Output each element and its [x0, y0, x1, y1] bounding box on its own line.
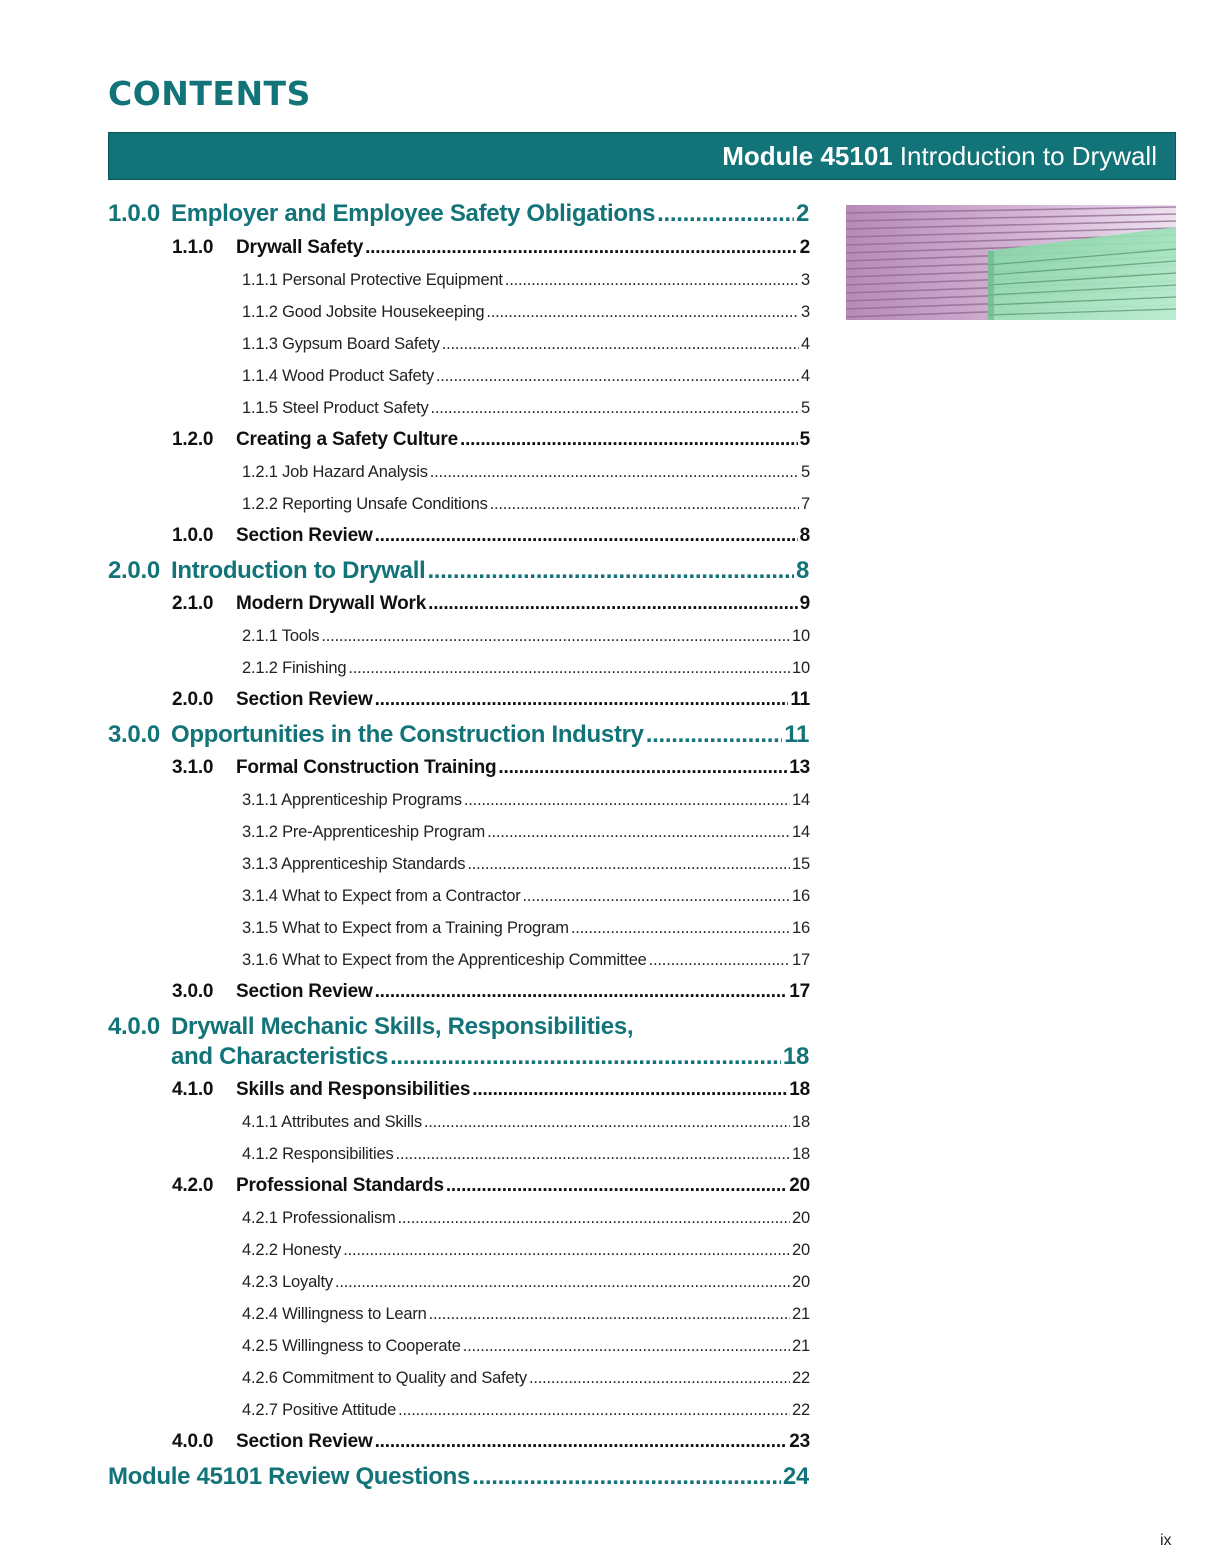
- toc-topic-4-2-3[interactable]: [242, 1273, 810, 1292]
- page-number: 17: [792, 951, 810, 969]
- toc-section-4-line-1[interactable]: [108, 1013, 809, 1041]
- toc-topic-4-2-1[interactable]: [242, 1209, 810, 1228]
- toc-section-review-3[interactable]: [172, 981, 810, 1003]
- stacked-gypsum-boards-photo: [846, 205, 1176, 320]
- subsection-title: Professional Standards: [236, 1175, 444, 1196]
- page-number: 3: [801, 271, 810, 289]
- dot-leader: [427, 557, 794, 585]
- topic-title: 4.2.6 Commitment to Quality and Safety: [242, 1369, 527, 1387]
- subsection-title: Section Review: [236, 1431, 373, 1452]
- toc-review-questions[interactable]: [108, 1463, 809, 1491]
- page-folio: ix: [1160, 1532, 1172, 1549]
- toc-topic-1-1-2[interactable]: [242, 303, 810, 322]
- subsection-number: 3.1.0: [172, 757, 214, 778]
- toc-topic-1-1-5[interactable]: [242, 399, 810, 418]
- dot-leader: [446, 1175, 787, 1197]
- page-number: 21: [792, 1305, 810, 1323]
- page-number: 5: [801, 463, 810, 481]
- section-title: Introduction to Drywall: [171, 557, 426, 584]
- module-title: Introduction to Drywall: [899, 140, 1157, 171]
- page-number: 3: [801, 303, 810, 321]
- toc-subsection-1-1[interactable]: [172, 237, 810, 259]
- subsection-title: Section Review: [236, 981, 373, 1002]
- module-number: Module 45101: [722, 140, 893, 171]
- topic-title: 1.1.4 Wood Product Safety: [242, 367, 434, 385]
- dot-leader: [646, 721, 782, 749]
- dot-leader: [498, 757, 787, 779]
- dot-leader: [463, 1337, 790, 1356]
- page-number: 10: [792, 659, 810, 677]
- section-number: 4.0.0: [108, 1013, 160, 1040]
- topic-title: 1.2.1 Job Hazard Analysis: [242, 463, 428, 481]
- subsection-title: Formal Construction Training: [236, 757, 497, 778]
- subsection-number: 2.0.0: [172, 689, 214, 710]
- topic-title: 4.1.1 Attributes and Skills: [242, 1113, 422, 1131]
- toc-topic-3-1-3[interactable]: [242, 855, 810, 874]
- subsection-number: 1.0.0: [172, 525, 214, 546]
- subsection-title: Section Review: [236, 525, 373, 546]
- section-title-line-1: Drywall Mechanic Skills, Responsibilities,: [171, 1013, 634, 1040]
- page-number: 17: [789, 981, 810, 1002]
- subsection-title: Skills and Responsibilities: [236, 1079, 471, 1100]
- toc-topic-1-1-3[interactable]: [242, 335, 810, 354]
- page-number: 5: [801, 399, 810, 417]
- page-title: CONTENTS: [108, 74, 311, 113]
- toc-section-1[interactable]: [108, 200, 809, 228]
- topic-title: 4.2.5 Willingness to Cooperate: [242, 1337, 461, 1355]
- page-number: 2: [799, 237, 810, 258]
- review-questions-title: Module 45101 Review Questions: [108, 1463, 471, 1490]
- toc-topic-3-1-1[interactable]: [242, 791, 810, 810]
- topic-title: 2.1.2 Finishing: [242, 659, 347, 677]
- dot-leader: [343, 1241, 790, 1260]
- page-number: 14: [792, 823, 810, 841]
- toc-subsection-3-1[interactable]: [172, 757, 810, 779]
- toc-subsection-1-2[interactable]: [172, 429, 810, 451]
- topic-title: 3.1.5 What to Expect from a Training Program: [242, 919, 569, 937]
- dot-leader: [460, 429, 798, 451]
- dot-leader: [398, 1209, 791, 1228]
- toc-section-2[interactable]: [108, 557, 809, 585]
- topic-title: 1.1.5 Steel Product Safety: [242, 399, 429, 417]
- toc-topic-4-2-2[interactable]: [242, 1241, 810, 1260]
- dot-leader: [429, 1305, 790, 1324]
- dot-leader: [375, 689, 789, 711]
- toc-section-3[interactable]: [108, 721, 809, 749]
- dot-leader: [487, 823, 790, 842]
- dot-leader: [398, 1401, 790, 1420]
- toc-topic-1-2-1[interactable]: [242, 463, 810, 482]
- page-number: 2: [795, 200, 809, 227]
- subsection-number: 4.2.0: [172, 1175, 214, 1196]
- subsection-number: 1.2.0: [172, 429, 214, 450]
- dot-leader: [424, 1113, 790, 1132]
- page-number: 9: [799, 593, 810, 614]
- toc-topic-2-1-2[interactable]: [242, 659, 810, 678]
- subsection-title: Modern Drywall Work: [236, 593, 427, 614]
- dot-leader: [430, 463, 799, 482]
- page-number: 22: [792, 1369, 810, 1387]
- dot-leader: [431, 399, 800, 418]
- page-number: 16: [792, 887, 810, 905]
- toc-topic-3-1-6[interactable]: [242, 951, 810, 970]
- page-number: 18: [789, 1079, 810, 1100]
- topic-title: 3.1.2 Pre-Apprenticeship Program: [242, 823, 486, 841]
- toc-section-review-2[interactable]: [172, 689, 810, 711]
- page-number: 20: [792, 1209, 810, 1227]
- page-number: 11: [790, 689, 810, 710]
- page-number: 20: [792, 1241, 810, 1259]
- section-number: 1.0.0: [108, 200, 160, 227]
- dot-leader: [375, 981, 788, 1003]
- page-number: 13: [789, 757, 810, 778]
- page-number: 10: [792, 627, 810, 645]
- dot-leader: [571, 919, 790, 938]
- toc-topic-4-1-1[interactable]: [242, 1113, 810, 1132]
- dot-leader: [442, 335, 799, 354]
- section-title: Opportunities in the Construction Industry: [171, 721, 644, 748]
- dot-leader: [467, 855, 790, 874]
- page-number: 20: [789, 1175, 810, 1196]
- page-number: 4: [801, 367, 810, 385]
- dot-leader: [375, 525, 798, 547]
- toc-topic-3-1-2[interactable]: [242, 823, 810, 842]
- topic-title: 2.1.1 Tools: [242, 627, 320, 645]
- topic-title: 3.1.1 Apprenticeship Programs: [242, 791, 462, 809]
- toc-topic-3-1-4[interactable]: [242, 887, 810, 906]
- page-number: 23: [789, 1431, 810, 1452]
- topic-title: 4.2.4 Willingness to Learn: [242, 1305, 427, 1323]
- dot-leader: [365, 237, 798, 259]
- toc-subsection-4-1[interactable]: [172, 1079, 810, 1101]
- section-number: 3.0.0: [108, 721, 160, 748]
- page-number: 21: [792, 1337, 810, 1355]
- topic-title: 4.2.1 Professionalism: [242, 1209, 396, 1227]
- dot-leader: [472, 1463, 781, 1491]
- page-number: 5: [799, 429, 810, 450]
- subsection-number: 4.0.0: [172, 1431, 214, 1452]
- toc-topic-1-1-1[interactable]: [242, 271, 810, 290]
- page-number: 18: [792, 1145, 810, 1163]
- page-number: 7: [801, 495, 810, 513]
- page-number: 11: [784, 721, 809, 748]
- page-number: 8: [795, 557, 809, 584]
- topic-title: 3.1.6 What to Expect from the Apprenticeship Committee: [242, 951, 647, 969]
- dot-leader: [657, 200, 794, 228]
- section-title-line-2: and Characteristics: [171, 1043, 389, 1070]
- toc-topic-4-1-2[interactable]: [242, 1145, 810, 1164]
- page-number: 8: [799, 525, 810, 546]
- dot-leader: [335, 1273, 790, 1292]
- dot-leader: [505, 271, 799, 290]
- section-number: 2.0.0: [108, 557, 160, 584]
- page-number: 22: [792, 1401, 810, 1419]
- toc-topic-4-2-6[interactable]: [242, 1369, 810, 1388]
- dot-leader: [390, 1043, 781, 1071]
- dot-leader: [472, 1079, 787, 1101]
- toc-section-review-4[interactable]: [172, 1431, 810, 1453]
- topic-title: 1.1.1 Personal Protective Equipment: [242, 271, 503, 289]
- module-banner: [108, 132, 1176, 180]
- dot-leader: [428, 593, 798, 615]
- dot-leader: [436, 367, 799, 386]
- dot-leader: [464, 791, 790, 810]
- section-title: Employer and Employee Safety Obligations: [171, 200, 656, 227]
- dot-leader: [529, 1369, 790, 1388]
- topic-title: 1.1.3 Gypsum Board Safety: [242, 335, 440, 353]
- page-number: 18: [782, 1043, 809, 1070]
- dot-leader: [523, 887, 791, 906]
- toc-topic-4-2-7[interactable]: [242, 1401, 810, 1420]
- toc-topic-3-1-5[interactable]: [242, 919, 810, 938]
- dot-leader: [396, 1145, 791, 1164]
- topic-title: 1.2.2 Reporting Unsafe Conditions: [242, 495, 488, 513]
- topic-title: 4.2.2 Honesty: [242, 1241, 342, 1259]
- subsection-title: Creating a Safety Culture: [236, 429, 458, 450]
- topic-title: 4.2.7 Positive Attitude: [242, 1401, 397, 1419]
- toc-topic-1-2-2[interactable]: [242, 495, 810, 514]
- topic-title: 3.1.3 Apprenticeship Standards: [242, 855, 466, 873]
- dot-leader: [321, 627, 790, 646]
- topic-title: 3.1.4 What to Expect from a Contractor: [242, 887, 521, 905]
- subsection-number: 3.0.0: [172, 981, 214, 1002]
- toc-section-review-1[interactable]: [172, 525, 810, 547]
- subsection-title: Drywall Safety: [236, 237, 364, 258]
- dot-leader: [348, 659, 790, 678]
- page-number: 14: [792, 791, 810, 809]
- toc-topic-4-2-5[interactable]: [242, 1337, 810, 1356]
- dot-leader: [490, 495, 799, 514]
- toc-topic-1-1-4[interactable]: [242, 367, 810, 386]
- toc-subsection-4-2[interactable]: [172, 1175, 810, 1197]
- page-number: 4: [801, 335, 810, 353]
- toc-subsection-2-1[interactable]: [172, 593, 810, 615]
- toc-section-4-line-2[interactable]: [108, 1043, 809, 1071]
- dot-leader: [375, 1431, 788, 1453]
- toc-topic-2-1-1[interactable]: [242, 627, 810, 646]
- topic-title: 1.1.2 Good Jobsite Housekeeping: [242, 303, 485, 321]
- subsection-title: Section Review: [236, 689, 373, 710]
- subsection-number: 2.1.0: [172, 593, 214, 614]
- topic-title: 4.2.3 Loyalty: [242, 1273, 333, 1291]
- page-number: 18: [792, 1113, 810, 1131]
- subsection-number: 1.1.0: [172, 237, 214, 258]
- dot-leader: [649, 951, 790, 970]
- toc-topic-4-2-4[interactable]: [242, 1305, 810, 1324]
- page-number: 15: [792, 855, 810, 873]
- topic-title: 4.1.2 Responsibilities: [242, 1145, 394, 1163]
- page-number: 24: [782, 1463, 809, 1490]
- subsection-number: 4.1.0: [172, 1079, 214, 1100]
- page-number: 16: [792, 919, 810, 937]
- dot-leader: [486, 303, 799, 322]
- page-number: 20: [792, 1273, 810, 1291]
